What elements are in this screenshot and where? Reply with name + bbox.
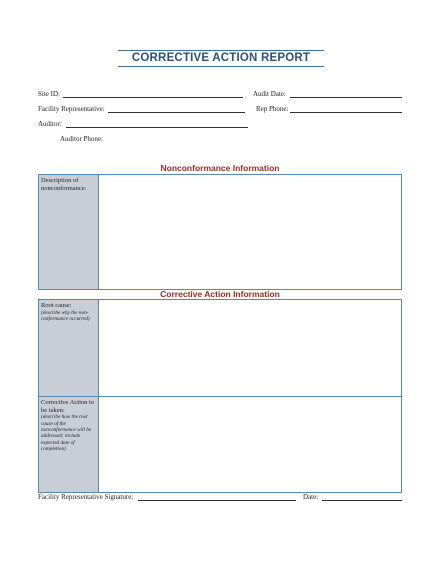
rep-phone-label: Rep Phone: [256,105,289,113]
site-id-label: Site ID: [38,90,60,98]
description-label-cell [39,175,99,289]
site-id-field[interactable] [63,97,243,98]
action-note: (describe how the root cause of the nonconformance will be addressed; include expected date of completion) [41,414,92,453]
rep-phone-field[interactable] [290,112,402,113]
footer-date-label: Date: [303,493,319,501]
description-input[interactable] [99,175,401,289]
facility-rep-label: Facility Representative: [38,105,105,113]
auditor-field[interactable] [66,127,248,128]
action-label-cell [39,397,99,492]
section-nonconformance-heading: Nonconformance Information [160,163,280,173]
audit-date-label: Audit Date: [253,90,286,98]
footer-date-field[interactable] [322,500,402,501]
auditor-phone-label: Auditor Phone: [60,135,103,143]
facility-rep-field[interactable] [108,112,245,113]
action-label: Corrective Action to be taken: [41,399,95,414]
description-label: Description of nonconformance: [41,177,87,192]
root-cause-label-cell [39,300,99,396]
page-title: CORRECTIVE ACTION REPORT [131,52,311,64]
corrective-box [38,299,402,493]
root-cause-note: (describe why the non-conformance occurred) [41,309,90,322]
action-input[interactable] [99,397,401,492]
root-cause-label: Root cause: [41,302,72,309]
nonconformance-box [38,174,402,290]
root-cause-input[interactable] [99,300,401,396]
signature-label: Facility Representative Signature: [38,493,134,501]
title-rule-bottom [118,66,324,67]
audit-date-field[interactable] [290,97,402,98]
title-block [118,50,324,67]
section-corrective-heading: Corrective Action Information [160,289,280,299]
auditor-label: Auditor: [38,120,62,128]
signature-field[interactable] [138,500,296,501]
